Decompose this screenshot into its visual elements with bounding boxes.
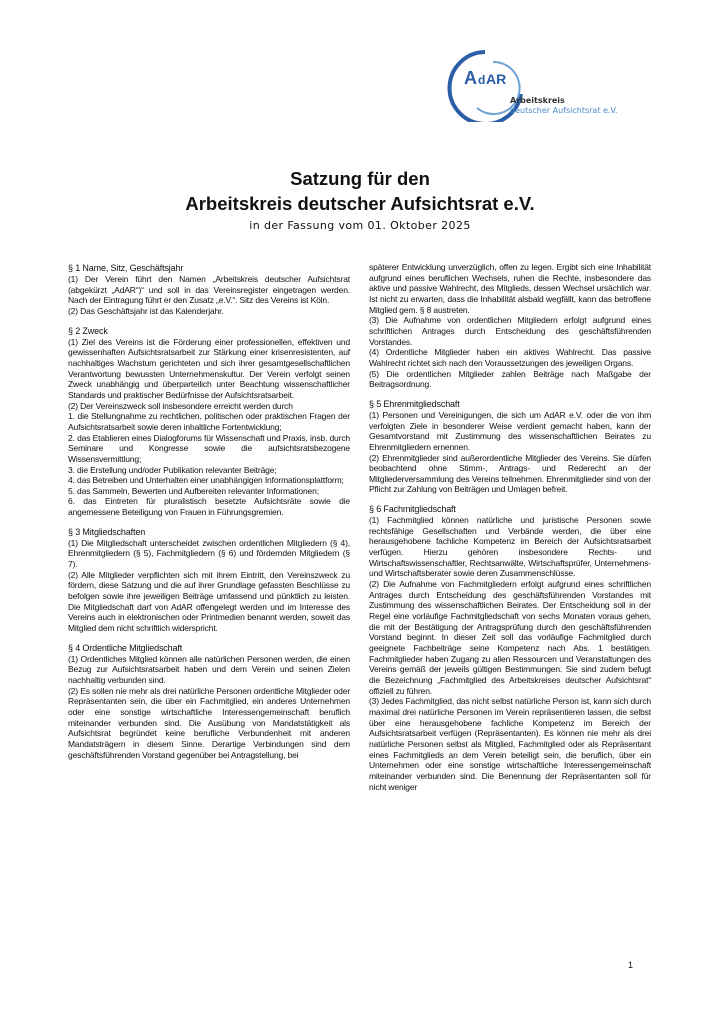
paragraph: (2) Der Vereinszweck soll insbesondere erreicht werden durch <box>68 400 293 411</box>
svg-text:AR: AR <box>486 71 507 87</box>
paragraph: (1) Der Verein führt den Namen „Arbeitskreis deutscher Aufsichtsrat (abgekürzt „AdAR“)“ und soll in das Vereinsregister eingetragen werden. Nach der Eintragung führt er den Zusatz „e.V.“. Sitz des Vereins ist Köln. <box>68 274 350 306</box>
paragraph: (2) Alle Mitglieder verpflichten sich mit ihrem Eintritt, den Vereinszweck zu fördern, diese Satzung und die auf ihrer Grundlage gefassten Beschlüsse zu befolgen sowie ihre jeweiligen Beiträge umfassend und pünktlich zu leisten. Die Mitgliedschaft darf von AdAR offengelegt werden und im Interesse des Vereins auch in elektronischen oder Printmedien benannt werden, soweit das Mitglied dem nicht schriftlich widerspricht. <box>68 569 350 634</box>
section-gap <box>68 518 350 526</box>
section-gap <box>369 390 651 398</box>
document-title <box>0 166 720 216</box>
paragraph: 4. das Betreiben und Unterhalten einer unabhängigen Informationsplattform; <box>68 475 344 486</box>
section-heading: § 5 Ehrenmitgliedschaft <box>369 398 460 409</box>
paragraph: (2) Die Aufnahme von Fachmitgliedern erfolgt aufgrund eines schriftlichen Antrages durch Entscheidung des geschäftsführenden Vorstandes mit Zustimmung des wissenschaftlichen Beirates. Der Entscheidung soll in der Regel eine vorläufige Fachmitgliedschaft von sechs Monaten voraus gehen, die mit der Bestätigung der Antragsprüfung durch den geschäftsführenden Vorstand beginnt. In dieser Zeit soll das vorläufige Fachmitglied durch geeignete Fachbeiträge seine Kompetenz nach Abs. 1 bestätigen. Fachmitglieder haben Zugang zu allen Ressourcen und Veranstaltungen des Vereins gemäß der jeweils gültigen Bestimmungen. Sie sind zudem befugt die Bezeichnung „Fachmitglied des Arbeitskreises deutscher Aufsichtsrat“ offiziell zu führen. <box>369 579 651 696</box>
section-gap <box>369 495 651 503</box>
paragraph: (1) Fachmitglied können natürliche und juristische Personen sowie rechtsfähige Gesellschaften und Verbände werden, die über eine herausgehobene fachliche Kompetenz im Bereich der Aufsichtsratsarbeit verfügen. Hierzu gehören insbesondere Rechts- und Wirtschaftswissenschaftler, Rechtsanwälte, Wirtschaftsprüfer, Unternehmens- und Wirtschaftsberater sowie deren Zusammenschlüsse. <box>369 515 651 579</box>
logo-line1: Arbeitskreis <box>510 96 565 105</box>
page-number: 1 <box>628 960 634 970</box>
title-line1: Satzung für den <box>290 168 430 189</box>
paragraph: (1) Ordentliches Mitglied können alle natürlichen Personen werden, die einen Bezug zur Aufsichtsratsarbeit haben und dem Verein und seinen Zielen nachhaltig verbunden sind. <box>68 653 350 685</box>
svg-text:A: A <box>464 68 477 88</box>
document-subtitle: in der Fassung vom 01. Oktober 2025 <box>249 219 471 232</box>
section-gap <box>68 634 350 642</box>
paragraph: 1. die Stellungnahme zu rechtlichen, politischen oder praktischen Fragen der Aufsichtsratsarbeit sowie deren inhaltliche Fortentwicklung; <box>68 411 350 432</box>
left-column <box>68 262 350 760</box>
paragraph: (2) Das Geschäftsjahr ist das Kalenderjahr. <box>68 305 224 316</box>
paragraph: (1) Ziel des Vereins ist die Förderung einer professionellen, effektiven und gewissenhaften Aufsichtsratsarbeit zur Stärkung einer krisenresistenten, auf nachhaltiges Wachstum gerichteten und sich ihrer gesamtgesellschaftlichen Verantwortung bewussten Unternehmenskultur. Der Verein verfolgt seinen Zweck unabhängig und überparteilich unter Beachtung wissenschaftlicher Standards und praktischer Bedürfnisse der Aufsichtsratsarbeit. <box>68 336 350 400</box>
paragraph: 6. das Eintreten für pluralistisch besetzte Aufsichtsräte sowie die angemessene Beteiligung von Frauen in Führungsgremien. <box>68 496 350 518</box>
paragraph: 3. die Erstellung und/oder Publikation relevanter Beiträge; <box>68 464 277 475</box>
logo-line2: deutscher Aufsichtsrat e.V. <box>510 106 618 115</box>
section-heading: § 3 Mitgliedschaften <box>68 526 146 537</box>
paragraph: (2) Ehrenmitglieder sind außerordentliche Mitglieder des Vereins. Sie dürfen beobachtend ohne Stimm-, Antrags- und Rederecht an der Mitgliederversammlung des Vereins teilnehmen. Ehrenmitglieder sind von der Pflicht zur Zahlung von Beiträgen und Umlagen befreit. <box>369 452 651 495</box>
svg-text:d: d <box>478 73 486 87</box>
right-column <box>369 262 651 792</box>
paragraph: (1) Die Mitgliedschaft unterscheidet zwischen ordentlichen Mitgliedern (§ 4), Ehrenmitgliedern (§ 5), Fachmitgliedern (§ 6) und fördernden Mitgliedern (§ 7). <box>68 537 350 570</box>
section-heading: § 2 Zweck <box>68 325 108 336</box>
paragraph: (2) Es sollen nie mehr als drei natürliche Personen ordentliche Mitglieder oder Repräsentanten sein, die über ein Fachmitglied, ein anderes Unternehmen oder eine sonstige wirtschaftliche Interessengemeinschaft beruflich miteinander verbunden sind. Die Ausübung von Mandatstätigkeit als Aufsichtsrat begründet keine berufliche Verbundenheit mit anderen Mandatsträgern in diesem Sinne. Derartige Verbindungen sind dem geschäftsführenden Vorstand gegenüber bei Antragstellung, bei <box>68 685 350 760</box>
logo-wordmark <box>510 96 617 116</box>
paragraph: (5) Die ordentlichen Mitglieder zahlen Beiträge nach Maßgabe der Beitragsordnung. <box>369 368 651 390</box>
section-gap <box>68 317 350 325</box>
paragraph: 2. das Etablieren eines Dialogforums für Wissenschaft und Praxis, insb. durch Seminare und Kongresse sowie die aufsichtsratsbezogene Wissensvermittlung; <box>68 432 350 464</box>
paragraph: (1) Personen und Vereinigungen, die sich um AdAR e.V. oder die von ihm verfolgten Ziele in besonderer Weise verdient gemacht haben, kann der Gesamtvorstand mit Zustimmung des wissenschaftlichen Beirates zu Ehrenmitgliedern ernennen. <box>369 409 651 452</box>
section-heading: § 4 Ordentliche Mitgliedschaft <box>68 642 183 653</box>
paragraph: (3) Die Aufnahme von ordentlichen Mitgliedern erfolgt aufgrund eines schriftlichen Antrages durch Entscheidung des geschäftsführenden Vorstandes. <box>369 315 651 347</box>
section-heading: § 1 Name, Sitz, Geschäftsjahr <box>68 263 184 273</box>
section-heading: § 6 Fachmitgliedschaft <box>369 504 456 515</box>
paragraph: 5. das Sammeln, Bewerten und Aufbereiten relevanter Informationen; <box>68 485 319 496</box>
paragraph: (3) Jedes Fachmitglied, das nicht selbst natürliche Person ist, kann sich durch maximal drei natürliche Personen im Verein repräsentieren lassen, die selbst über eine herausgehobene fachliche Kompetenz im Bereich der Aufsichtsratsarbeit verfügen (Repräsentanten). Es können nie mehr als drei natürliche Personen selbst als Mitglied, Fachmitglied oder als Repräsentant eines Fachmitglieds an dem Verein beteiligt sein, die beruflich, über ein Unternehmen oder eine sonstige wirtschaftliche Interessengemeinschaft miteinander verbunden sind. Die Benennung der Repräsentanten soll für nicht weniger <box>369 696 651 792</box>
title-line2: Arbeitskreis deutscher Aufsichtsrat e.V. <box>185 193 535 214</box>
paragraph: (4) Ordentliche Mitglieder haben ein aktives Wahlrecht. Das passive Wahlrecht richtet sich nach den Voraussetzungen des jeweiligen Organs. <box>369 347 651 368</box>
paragraph: späterer Entwicklung unverzüglich, offen zu legen. Ergibt sich eine Inhabilität aufgrund eines beruflichen Wechsels, ruhen die Rechte, insbesondere das aktive und passive Wahlrecht, des Mitglieds, dessen Wechsel ursächlich war. Ist nicht zu erwarten, dass die Inhabilität alsbald wegfällt, kann das betroffene Mitglied gem. § 8 austreten. <box>369 262 651 315</box>
